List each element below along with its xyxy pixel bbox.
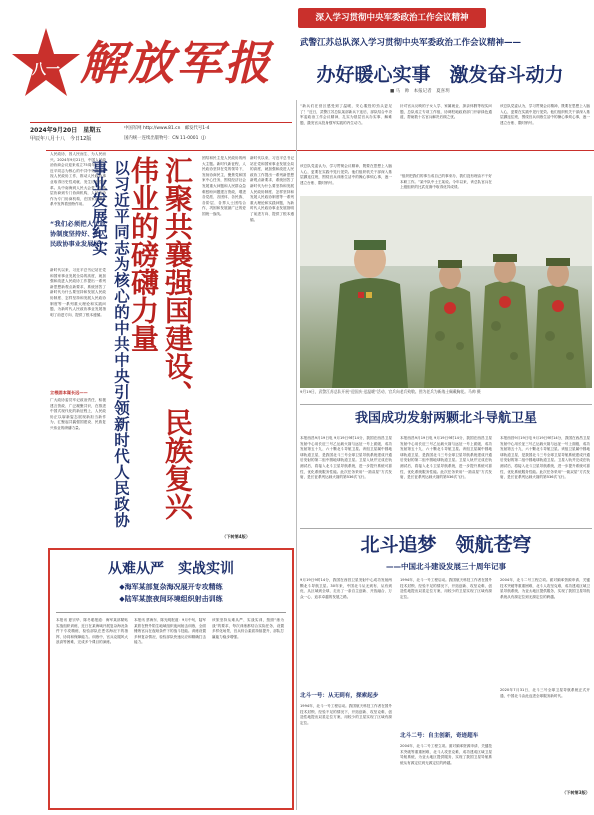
beidou-feature-paragraph: 9月19日9时14分，我国在西昌卫星发射中心成功发射两颗北斗导航卫星。30年来，中国北斗从无到有、从有到优、从区域到全球，走出了一条自主创新、开放融合、万众一心、追求卓越的发展之路。 <box>300 578 392 599</box>
beidou-feature-subhead: ——中国北斗建设发展三十周年记事 <box>386 562 506 571</box>
party-emblem-icon <box>12 26 80 106</box>
svg-text:八一: 八一 <box>32 62 60 78</box>
bottom-story-paragraph: 本报讯 夏宗华、陈冬聪报道：海军某部紧贴实战组织训练，近日在某海域开展复杂海况条件下专攻精练，检验部队在恶劣海况下的指挥、协同和保障能力。训练中，官兵克服风大浪高等困难，完成多个课目的演练。 <box>56 618 128 645</box>
lead-vertical-subhead: 以习近平同志为核心的中共中央引领新时代人民政协事业发展纪实 <box>90 160 130 528</box>
bottom-story-paragraph: 该旅坚持从难从严、实战实训，按照“练为战”的要求，每次训练都结合实际任务，设置多样化场景，官兵综合素质持续提升，部队打赢能力稳步增强。 <box>212 618 284 639</box>
bottom-story-box <box>48 548 294 810</box>
beidou-feature-section: 北斗二号：自主创新，奇迹超车 <box>400 733 479 739</box>
beidou-feature-headline: 北斗追梦 领航苍穹 <box>360 534 532 556</box>
lead-text-col-4 <box>250 156 294 528</box>
lead-section-head: 立根固本谋长远—— <box>50 390 88 395</box>
lead-paragraph: 人民政协，因人民而生、为人民而兴。2024年9月21日，中国人民政治协商会议迎来成立75周年，以习近平同志为核心的中共中央高度重视人民政协工作，推动人民政协事业取得历史性成就、发生历史性变革。从中南海到人民大会堂，从基层协商到专门协商机构，人民政协作为专门协商机构，在国家治理体系中发挥着独特作用。 <box>50 152 106 207</box>
beidou-feature-paragraph: 2004年，北斗二号工程立项。面对频率资源申请、关键技术突破等重重困难，北斗人攻坚克难，成功建成区域卫星导航系统，为亚太地区提供服务，实现了我国卫星导航系统从有源定位到无源定位的跨越。 <box>500 578 590 599</box>
beidou-news-col-1 <box>300 436 392 524</box>
bottom-story-sub-1: ◆海军某部复杂海况展开专攻精练 <box>119 583 223 591</box>
lead-paragraph: 新时代以来，习近平总书记站在党和国家事业发展全局的高度，就加强和改进人民政协工作提出一系列新思想新观点新要求，系统回答了新时代为什么要坚持和发展人民政协制度、怎样坚持和发展人民政协制度等一系列重大理论和实践问题，为新时代人民政协事业发展指明了前进方向、提供了根本遵循。 <box>250 156 294 222</box>
lead-text-col-3 <box>202 156 246 528</box>
lead-continued: （下转第4版） <box>222 534 251 539</box>
lead-vertical-headline: 汇聚共襄强国建设、民族复兴伟业的磅礴力量 <box>127 156 194 520</box>
beidou-feature-paragraph: 1994年，北斗一号工程启动。我国航天科技工作者在国外技术封锁、经验不足的情况下，开拓创新、攻坚克难，创造性地提出双星定位方案，用较少的卫星实现了区域有源定位。 <box>300 704 392 725</box>
beidou-feature-paragraph: 2004年，北斗二号工程立项。面对频率资源申请、关键技术突破等重重困难，北斗人攻坚克难，成功建成区域卫星导航系统，为亚太地区提供服务，实现了我国卫星导航系统从有源定位到无源定位的跨越。 <box>400 744 492 765</box>
beidou-news-col-3 <box>500 436 590 524</box>
beidou-news-col-2 <box>400 436 492 524</box>
column-paragraph: 该总队党委认为，学习贯彻会议精神，既要在思想上入脑入心，更要在实践中见行见效。他们组织机关干部深入基层蹲连住班，围绕官兵训练生活中的操心事烦心事，逐一建立台账、限时销号。 <box>300 164 392 185</box>
beidou-feature-col-3 <box>500 578 590 808</box>
bottom-story-headline: 从难从严 实战实训 <box>108 561 234 577</box>
photo-soldiers-illustration <box>300 196 592 388</box>
banner-tag <box>298 8 486 28</box>
cn-number: 国内统一连续出版物号：CN 11-0001（J） <box>124 136 209 141</box>
bottom-story-col-1 <box>56 618 128 804</box>
beidou-news-body: 本报西昌9月19日电 9月19日9时14分，我国在西昌卫星发射中心用长征三号乙运载火箭与远征一号上面级，成功发射第五十九、六十颗北斗导航卫星。该组卫星属中圆地球轨道卫星，是我国北斗三号全球卫星导航系统建成开通后发射的第二组中圆地球轨道卫星。卫星入轨并完成在轨测试后，将接入北斗卫星导航系统，进一步提升系统可靠性，优化系统服务性能。此次任务采用“一箭双星”方式发射，是长征系列运载火箭的第536次飞行。 <box>500 436 590 480</box>
beidou-feature-col-2 <box>400 578 492 808</box>
bottom-story-paragraph: 本报讯 蔡海东、陈光明报道：9月中旬，陆军某旅在野外陌生地域组织夜间射击训练，全面锤炼官兵在夜暗条件下的战斗技能。训练设置多种复杂情况，检验部队快速反应和精确打击能力。 <box>134 618 206 645</box>
lead-quote: “我们必须把人民政协制度坚持好、把人民政协事业发展好” <box>50 221 106 248</box>
beidou-feature-paragraph: 1994年，北斗一号工程启动。我国航天科技工作者在国外技术封锁、经验不足的情况下，开拓创新、攻坚克难，创造性地提出双星定位方案，用较少的卫星实现了区域有源定位。 <box>400 578 492 599</box>
banner-tag-text: 深入学习贯彻中央军委政治工作会议精神 <box>315 13 469 23</box>
beidou-news-body: 本报西昌9月19日电 9月19日9时14分，我国在西昌卫星发射中心用长征三号乙运载火箭与远征一号上面级，成功发射第五十九、六十颗北斗导航卫星。该组卫星属中圆地球轨道卫星，是我国北斗三号全球卫星导航系统建成开通后发射的第二组中圆地球轨道卫星。卫星入轨并完成在轨测试后，将接入北斗卫星导航系统，进一步提升系统可靠性，优化系统服务性能。此次任务采用“一箭双星”方式发射，是长征系列运载火箭的第536次飞行。 <box>300 436 392 480</box>
column-paragraph: 针对官兵反映的子女入学、家属就业、探亲休假等现实问题，总队成立专项工作组，协调驻地政府部门开辟绿色通道，帮助数十名官兵解决后顾之忧。 <box>400 104 492 120</box>
photo-caption: 9月19日，武警江苏总队开展“迎国庆·送温暖”活动，官兵向老兵致敬。图为老兵为新战士佩戴胸花。马帅 摄 <box>300 389 481 394</box>
beidou-feature-continued: （下转第3版） <box>561 790 590 795</box>
banner-headline: 办好暖心实事 激发奋斗动力 <box>316 64 564 86</box>
lead-paragraph: 新时代以来，习近平总书记站在党和国家事业发展全局的高度，就加强和改进人民政协工作提出一系列新思想新观点新要求，系统回答了新时代为什么要坚持和发展人民政协制度、怎样坚持和发展人民政协制度等一系列重大理论和实践问题，为新时代人民政协事业发展指明了前进方向、提供了根本遵循。 <box>50 268 106 317</box>
beidou-feature <box>300 530 592 810</box>
column-paragraph: “新兵们在营区感受到了温暖，安心服役的劲头更足了！”近日，武警江苏总队某部新兵下连后，部队结合中央军委政治工作会议精神，扎实为基层官兵办实事、解难题，激发官兵投身强军实践的内生动力。 <box>300 104 392 125</box>
lead-story <box>46 152 294 546</box>
beidou-news <box>300 408 592 526</box>
lead-paragraph: 广大政协委员牢记政治责任，积极建言资政、广泛凝聚共识，在推进中国式现代化的新征程上，人民政协正以崭新姿态展现新担当新作为，汇聚起共襄强国建设、民族复兴伟业的磅礴力量。 <box>50 398 106 430</box>
beidou-news-headline: 我国成功发射两颗北斗导航卫星 <box>354 411 537 426</box>
beidou-feature-section: 北斗一号：从无到有，探索起步 <box>300 693 379 699</box>
issue-date: 2024年9月20日 星期五 <box>30 127 102 134</box>
column-paragraph: 该总队党委认为，学习贯彻会议精神，既要在思想上入脑入心，更要在实践中见行见效。他们组织机关干部深入基层蹲连住班，围绕官兵训练生活中的操心事烦心事，逐一建立台账、限时销号。 <box>500 104 590 125</box>
banner-byline: ■ 马 帅 本报记者 夏喜玥 <box>390 89 450 94</box>
masthead <box>6 6 284 126</box>
lead-photo <box>300 196 592 388</box>
beidou-news-body: 本报西昌9月19日电 9月19日9时14分，我国在西昌卫星发射中心用长征三号乙运载火箭与远征一号上面级，成功发射第五十九、六十颗北斗导航卫星。该组卫星属中圆地球轨道卫星，是我国北斗三号全球卫星导航系统建成开通后发射的第二组中圆地球轨道卫星。卫星入轨并完成在轨测试后，将接入北斗卫星导航系统，进一步提升系统可靠性，优化系统服务性能。此次任务采用“一箭双星”方式发射，是长征系列运载火箭的第536次飞行。 <box>400 436 492 480</box>
lead-text-col-1b <box>50 268 106 538</box>
bottom-story-col-3 <box>212 618 284 804</box>
bottom-story-col-2 <box>134 618 206 804</box>
lunar-date: 甲辰年八月十八 今日12版 <box>30 136 92 142</box>
column-paragraph: “组织把我们的事当成自己的事来办，我们没有理由不干好本职工作。”某中队中士王某说。今年以来，该总队官兵在上级组织的比武竞赛中取得优异成绩。 <box>400 174 492 190</box>
masthead-info-bar <box>30 122 292 148</box>
lead-paragraph: 团结和民主是人民政协的两大主题。新时代新征程，人民政协坚持在党的领导下，发扬协商民主，聚焦党和国家中心任务，围绕经济社会发展重大问题和人民群众急难愁盼问题建言资政，增进各党派、各团体、各民族、各阶层、各界人士团结合作，巩固和发展最广泛的爱国统一战线。 <box>202 156 246 216</box>
bottom-story-sub-2: ◆陆军某旅夜间环境组织射击训练 <box>119 595 223 603</box>
beidou-feature-col-1 <box>300 578 392 808</box>
website-line: 中国军网 http://www.81.cn 邮发代号1-4 <box>124 126 210 131</box>
beidou-feature-paragraph: 2020年7月31日，北斗三号全球卫星导航系统正式开通，中国北斗由此迈进全球服务新时代。 <box>500 688 590 698</box>
banner-kicker: 武警江苏总队深入学习贯彻中央军委政治工作会议精神—— <box>300 38 522 48</box>
newspaper-title: 解放军报 <box>80 36 272 90</box>
